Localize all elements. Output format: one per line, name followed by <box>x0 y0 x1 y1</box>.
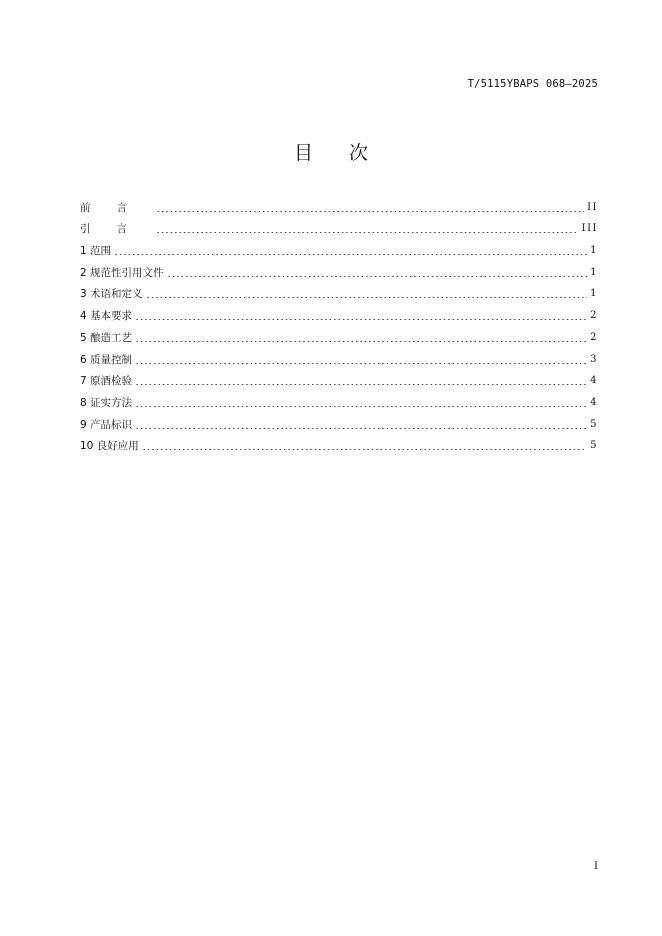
toc-entry-page: 5 <box>590 418 598 430</box>
toc-entry[interactable] <box>80 193 598 215</box>
toc-entry[interactable] <box>80 258 598 280</box>
toc-entry-label: 3 术语和定义 <box>80 288 143 301</box>
toc-dot-leader <box>135 384 587 385</box>
toc-dot-leader <box>156 232 579 233</box>
toc-entry-label: 9 产品标识 <box>80 418 133 431</box>
toc-entry-page: 2 <box>590 310 598 322</box>
toc-entry-label: 引言 <box>80 223 153 236</box>
toc-entry-page: 4 <box>590 396 598 408</box>
toc-entry-page: 5 <box>590 440 598 452</box>
toc-entry-label: 5 酿造工艺 <box>80 331 133 344</box>
toc-entry-label: 前言 <box>80 201 153 214</box>
toc-dot-leader <box>135 406 587 407</box>
toc-entry-label: 2 规范性引用文件 <box>80 266 164 279</box>
toc-entry-label: 4 基本要求 <box>80 310 133 323</box>
toc-dot-leader <box>142 449 587 450</box>
toc-entry-label: 8 证实方法 <box>80 396 133 409</box>
toc-entry-page: 1 <box>590 288 598 300</box>
toc-entry[interactable] <box>80 367 598 389</box>
toc-dot-leader <box>135 428 587 429</box>
toc-entry[interactable] <box>80 301 598 323</box>
toc-entry-label: 1 范围 <box>80 245 112 258</box>
toc-entry[interactable] <box>80 410 598 432</box>
toc-entry[interactable] <box>80 215 598 237</box>
toc-dot-leader <box>135 363 587 364</box>
toc-entry-label: 6 质量控制 <box>80 353 133 366</box>
toc-entry-page: 4 <box>590 375 598 387</box>
toc-entry[interactable] <box>80 345 598 367</box>
page-title: 目 次 <box>293 142 369 164</box>
toc-dot-leader <box>167 276 588 277</box>
toc-entry-page: 2 <box>590 331 598 343</box>
toc-entry-label: 7 原酒检验 <box>80 375 133 388</box>
toc-dot-leader <box>135 319 587 320</box>
toc-entry[interactable] <box>80 236 598 258</box>
toc-entry[interactable] <box>80 388 598 410</box>
toc-entry-page: III <box>581 223 598 235</box>
toc-entry-page: 1 <box>590 266 598 278</box>
page-number: I <box>594 861 598 872</box>
toc-entry[interactable] <box>80 323 598 345</box>
toc-entry-label: 10 良好应用 <box>80 440 139 453</box>
standard-code: T/5115YBAPS 068—2025 <box>467 78 598 90</box>
toc-entry-page: 3 <box>590 353 598 365</box>
toc-entry-page: II <box>587 201 598 213</box>
toc-entry[interactable] <box>80 432 598 454</box>
toc-dot-leader <box>156 211 584 212</box>
toc-dot-leader <box>114 254 587 255</box>
toc-entry-page: 1 <box>590 245 598 257</box>
toc-dot-leader <box>146 297 588 298</box>
toc-entry[interactable] <box>80 280 598 302</box>
toc-dot-leader <box>135 341 587 342</box>
table-of-contents <box>80 193 598 453</box>
